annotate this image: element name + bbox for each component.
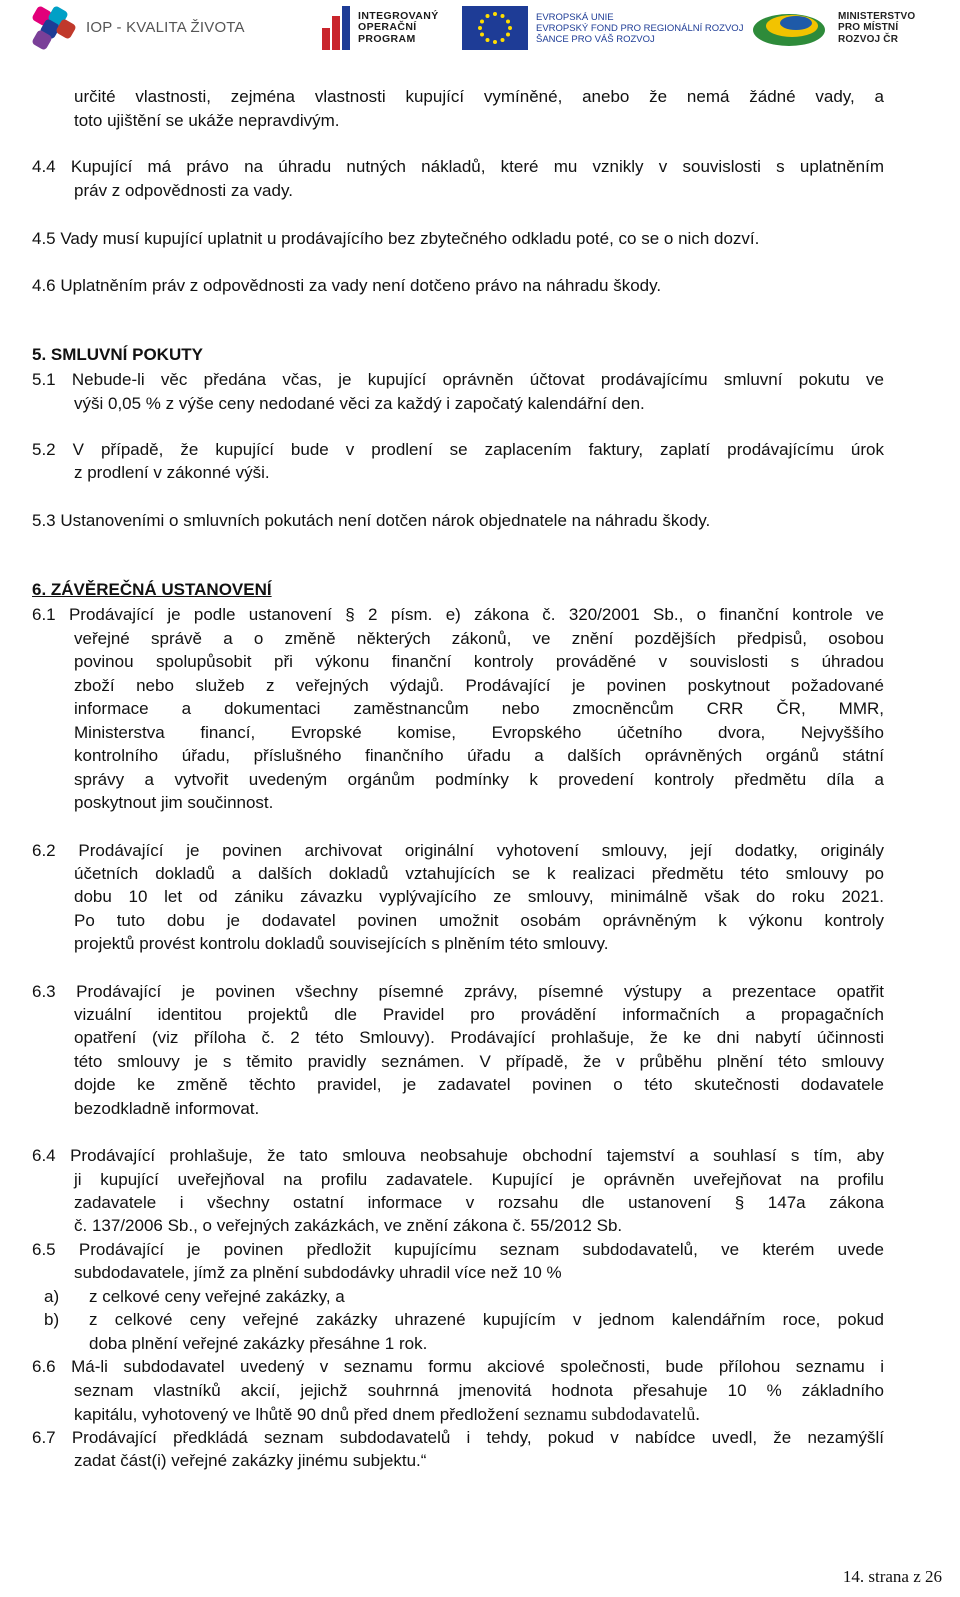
clause-6-5: 6.5 Prodávající je povinen předložit kupujícímu seznam subdodavatelů, ve kterém uvede <box>32 1240 884 1259</box>
text-line: bezodkladně informovat. <box>74 1099 260 1118</box>
text-line: z prodlení v zákonné výši. <box>74 463 270 482</box>
mmr-logo <box>750 6 915 50</box>
text-line: č. 137/2006 Sb., o veřejných zakázkách, ve znění zákona č. 55/2012 Sb. <box>74 1216 623 1235</box>
text-line: práv z odpovědnosti za vady. <box>74 181 293 200</box>
clause-4-4: 4.4 Kupující má právo na úhradu nutných nákladů, které mu vznikly v souvislosti s uplatněním <box>32 157 884 176</box>
text-line: ji kupující uveřejňoval na profilu zadavatele. Kupující je oprávněn uveřejňovat na profilu <box>74 1170 884 1189</box>
text-line: dobu 10 let od zániku závazku vyplývajícího ze smlouvy, minimálně však do roku 2021. <box>74 887 884 906</box>
text-line: určité vlastnosti, zejména vlastnosti kupující vymíněné, anebo že nemá žádné vady, a <box>74 87 884 106</box>
text-line: vizuální identitou projektů dle Pravidel pro provádění informačních a propagačních <box>74 1005 884 1024</box>
text-line: této smlouvy je s těmito pravidly seznámen. V případě, že v průběhu plnění této smlouvy <box>74 1052 884 1071</box>
iro-logo <box>322 6 439 50</box>
text-line: kontrolního úřadu, příslušného finančního úřadu a dalších oprávněných orgánů státní <box>74 746 884 765</box>
text-line: toto ujištění se ukáže nepravdivým. <box>74 111 340 130</box>
text-line: opatření (viz příloha č. 2 této Smlouvy). Prodávající prohlašuje, že ke dni nabytí účinnosti <box>74 1028 884 1047</box>
text-line: Po tuto dobu je dodavatel povinen umožnit osobám oprávněným k výkonu kontroly <box>74 911 884 930</box>
hexagon-cluster-icon <box>30 6 80 48</box>
text-line: zadat část(i) veřejné zakázky jinému subjektu.“ <box>74 1451 427 1470</box>
eu-label: EVROPSKÁ UNIE EVROPSKÝ FOND PRO REGIONÁLNÍ ROZVOJ ŠANCE PRO VÁŠ ROZVOJ <box>536 11 744 45</box>
clause-5-2: 5.2 V případě, že kupující bude v prodlení se zaplacením faktury, zaplatí prodávajícímu úrok <box>32 440 884 459</box>
list-marker-b: b) <box>44 1310 60 1329</box>
clause-6-2: 6.2 Prodávající je povinen archivovat originální vyhotovení smlouvy, její dodatky, originály <box>32 841 884 860</box>
header-logos <box>0 0 960 62</box>
iro-mark-icon <box>322 6 352 50</box>
clause-6-4: 6.4 Prodávající prohlašuje, že tato smlouva neobsahuje obchodní tajemství a souhlasí s tím, aby <box>32 1146 884 1165</box>
clause-6-3: 6.3 Prodávající je povinen všechny písemné zprávy, písemné výstupy a prezentace opatřit <box>32 982 884 1001</box>
list-item-b: z celkové ceny veřejné zakázky uhrazené kupujícím v jednom kalendářním roce, pokud <box>89 1310 884 1329</box>
eu-logo <box>462 6 743 50</box>
page-number: 14. strana z 26 <box>842 1567 942 1586</box>
text-line: veřejné správě a o změně některých zákonů, ve znění pozdějších předpisů, osobou <box>74 629 884 648</box>
text-line: Ministerstva financí, Evropské komise, Evropského účetního dvora, Nejvyššího <box>74 723 884 742</box>
eu-flag-icon <box>462 6 528 50</box>
clause-4-6: 4.6 Uplatněním práv z odpovědnosti za vady není dotčeno právo na náhradu škody. <box>32 276 662 295</box>
text-line: seznam vlastníků akcií, jejichž souhrnná jmenovitá hodnota přesahuje 10 % základního <box>74 1381 884 1400</box>
text-line: správy a vytvořit uvedeným orgánům podmínky k provedení kontroly předmětu díla a <box>74 770 884 789</box>
text-line: zadavatele i všechny ostatní informace v rozsahu dle ustanovení § 147a zákona <box>74 1193 884 1212</box>
section-heading-6: 6. ZÁVĚREČNÁ USTANOVENÍ <box>32 580 272 599</box>
text-line: projektů provést kontrolu dokladů souvisejících s plněním této smlouvy. <box>74 934 609 953</box>
text-line: doba plnění veřejné zakázky přesáhne 1 rok. <box>89 1334 428 1353</box>
clause-6-7: 6.7 Prodávající předkládá seznam subdodavatelů i tehdy, pokud v nabídce uvedl, že nezamýšlí <box>32 1428 884 1447</box>
text-line: subdodavatele, jímž za plnění subdodávky uhradil více než 10 % <box>74 1263 562 1282</box>
mmr-label: MINISTERSTVO PRO MÍSTNÍ ROZVOJ ČR <box>838 10 916 45</box>
mmr-swoosh-icon <box>750 6 828 50</box>
iro-label: INTEGROVANÝ OPERAČNÍ PROGRAM <box>358 9 439 45</box>
clause-5-3: 5.3 Ustanoveními o smluvních pokutách není dotčen nárok objednatele na náhradu škody. <box>32 511 711 530</box>
text-segment: kapitálu, vyhotovený ve lhůtě 90 dnů před dnem předložení <box>74 1405 520 1424</box>
clause-6-1: 6.1 Prodávající je podle ustanovení § 2 písm. e) zákona č. 320/2001 Sb., o finanční kontrole ve <box>32 605 884 624</box>
text-line: informace a dokumentaci zaměstnancům nebo zmocněncům CRR ČR, MMR, <box>74 699 884 718</box>
list-marker-a: a) <box>44 1287 60 1306</box>
text-line: dojde ke změně těchto pravidel, je zadavatel povinen o této skutečnosti dodavatele <box>74 1075 884 1094</box>
iop-label: IOP - KVALITA ŽIVOTA <box>86 18 245 36</box>
clause-4-5: 4.5 Vady musí kupující uplatnit u prodávajícího bez zbytečného odkladu poté, co se o nich dozví. <box>32 229 760 248</box>
text-line: povinou spolupůsobit při výkonu finanční kontroly prováděné v souvislosti s úhradou <box>74 652 884 671</box>
text-line: účetních dokladů a dalších dokladů vztahujících se k realizaci předmětu této smlouvy po <box>74 864 884 883</box>
clause-6-6: 6.6 Má-li subdodavatel uvedený v seznamu formu akciové společnosti, bude přílohou seznamu i <box>32 1357 884 1376</box>
iop-logo <box>30 6 245 48</box>
list-item-a: z celkové ceny veřejné zakázky, a <box>89 1287 345 1306</box>
clause-5-1: 5.1 Nebude-li věc předána včas, je kupující oprávněn účtovat prodávajícímu smluvní pokutu ve <box>32 370 884 389</box>
text-line: zboží nebo služeb z veřejných výdajů. Prodávající je povinen poskytnout požadované <box>74 676 884 695</box>
text-line: výši 0,05 % z výše ceny nedodané věci za každý i započatý kalendářní den. <box>74 394 645 413</box>
text-segment-serif: seznamu subdodavatelů. <box>523 1404 700 1424</box>
text-line <box>74 1403 700 1426</box>
text-line: poskytnout jim součinnost. <box>74 793 274 812</box>
section-heading-5: 5. SMLUVNÍ POKUTY <box>32 345 203 364</box>
